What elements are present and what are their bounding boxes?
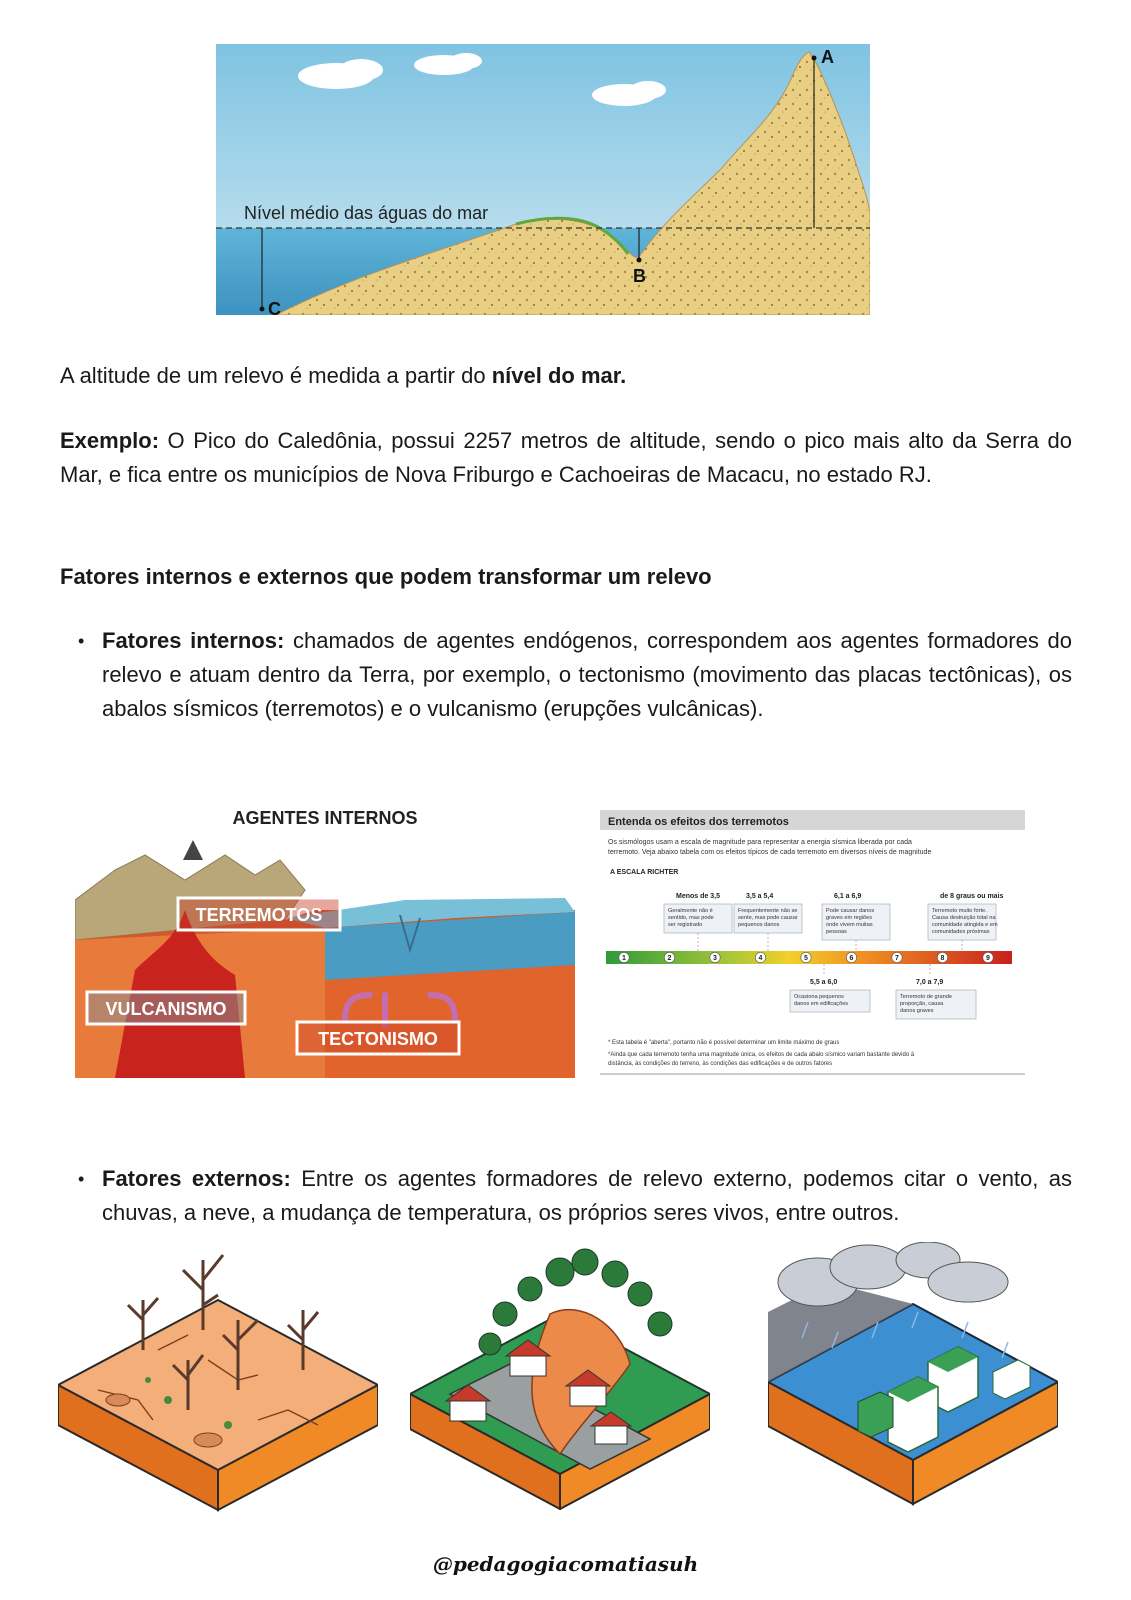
volcanism-label: VULCANISMO <box>105 999 227 1019</box>
cloud-icons <box>778 1242 1008 1306</box>
altitude-paragraph <box>60 359 1072 393</box>
richter-note-2a: *Ainda que cada terremoto tenha uma magnitude única, os efeitos de cada abalo sísmico variam bastante devido à <box>608 1052 915 1058</box>
sea-level-label: Nível médio das águas do mar <box>244 203 489 223</box>
richter-number: 6 <box>849 955 854 962</box>
richter-effect-text: sente, mas pode causar <box>738 915 798 921</box>
internal-agents-figure <box>75 800 575 1078</box>
internal-label: Fatores internos: <box>102 628 285 653</box>
richter-effect-text: ser registrado <box>668 922 703 928</box>
altitude-bold-text: nível do mar. <box>491 363 627 388</box>
richter-scale-title: A ESCALA RICHTER <box>610 869 679 876</box>
richter-scale-figure <box>600 808 1025 1078</box>
point-b-label: B <box>633 266 646 286</box>
richter-effect-text: Frequentemente não se <box>738 908 798 914</box>
list-item-internal <box>60 624 1072 726</box>
richter-range-label: 5,5 a 6,0 <box>810 979 838 986</box>
section-heading: Fatores internos e externos que podem transformar um relevo <box>60 564 712 589</box>
richter-effect-text: Ocasiona pequenos <box>794 994 844 1000</box>
point-c-label: C <box>268 299 281 315</box>
example-paragraph <box>60 424 1072 492</box>
richter-effect-text: Pode causar danos <box>826 908 875 914</box>
richter-range-label: Menos de 3,5 <box>676 893 720 900</box>
external-label: Fatores externos: <box>102 1166 291 1191</box>
richter-effect-text: pequenos danos <box>738 922 780 928</box>
point-a-label: A <box>821 47 834 67</box>
richter-effect-text: danos graves <box>900 1008 934 1014</box>
richter-number: 8 <box>940 955 945 962</box>
bullet-icon: • <box>78 1169 85 1189</box>
richter-effect-text: graves em regiões <box>826 915 873 921</box>
tectonism-label: TECTONISMO <box>318 1029 438 1049</box>
richter-number: 9 <box>986 955 990 962</box>
flood-illustration <box>768 1242 1058 1512</box>
drought-illustration <box>58 1240 378 1512</box>
richter-effect-text: danos em edificações <box>794 1001 849 1007</box>
richter-effect-text: sentido, mas pode <box>668 915 714 921</box>
richter-number: 2 <box>667 955 672 962</box>
richter-number: 3 <box>713 955 717 962</box>
richter-range-label: 7,0 a 7,9 <box>916 979 944 986</box>
richter-title: Entenda os efeitos dos terremotos <box>608 816 789 828</box>
richter-note-1: * Esta tabela é "aberta", portanto não é possível determinar um limite máximo de graus <box>608 1040 840 1046</box>
external-text: Entre os agentes formadores de relevo externo, podemos citar o vento, as chuvas, a neve, a mudança de temperatura, os próprios seres vivos, entre outros. <box>102 1166 1072 1225</box>
bullet-icon: • <box>78 631 85 651</box>
internal-text: chamados de agentes endógenos, correspondem aos agentes formadores do relevo e atuam dentro da Terra, por exemplo, o tectonismo (movimento das placas tectônicas), os abalos sísmicos (terremotos) e o vulcanismo (erupções vulcânicas). <box>102 628 1072 721</box>
richter-effect-text: onde vivem muitas <box>826 922 873 928</box>
landslide-illustration <box>410 1244 710 1510</box>
internal-agents-title: AGENTES INTERNOS <box>232 808 418 828</box>
richter-number: 7 <box>895 955 899 962</box>
richter-intro-2: terremoto. Veja abaixo tabela com os efeitos típicos de cada terremoto em diversos níveis de magnitude <box>608 849 932 856</box>
richter-range-label: de 8 graus ou mais <box>940 893 1004 900</box>
earthquakes-label: TERREMOTOS <box>195 905 323 925</box>
richter-effect-text: Terremoto de grande <box>900 994 952 1000</box>
example-text: O Pico do Caledônia, possui 2257 metros de altitude, sendo o pico mais alto da Serra do Mar, e fica entre os municípios de Nova Friburgo e Cachoeiras de Macacu, no estado RJ. <box>60 428 1072 487</box>
list-item-external <box>60 1162 1072 1230</box>
author-signature: @pedagogiacomatiasuh <box>432 1552 699 1576</box>
richter-effect-text: comunidade atingida e em <box>932 922 998 928</box>
richter-note-2b: distância, às condições do terreno, às condições das edificações e de outros fatores <box>608 1061 833 1067</box>
richter-effect-text: pessoas <box>826 929 847 935</box>
richter-number: 5 <box>804 955 808 962</box>
altitude-intro-text: A altitude de um relevo é medida a partir do <box>60 363 492 388</box>
richter-range-label: 3,5 a 5,4 <box>746 893 774 900</box>
richter-effect-text: comunidades próximas <box>932 929 990 935</box>
example-label: Exemplo: <box>60 428 160 453</box>
richter-range-label: 6,1 a 6,9 <box>834 893 862 900</box>
richter-effect-text: proporção, causa <box>900 1001 944 1007</box>
altitude-diagram <box>216 44 870 315</box>
richter-effect-text: Terremoto muito forte. <box>932 908 987 914</box>
richter-effect-text: Geralmente não é <box>668 908 713 914</box>
richter-number: 4 <box>758 955 763 962</box>
richter-number: 1 <box>622 955 626 962</box>
richter-effect-text: Causa destruição total na <box>932 915 996 921</box>
richter-intro-1: Os sismólogos usam a escala de magnitude para representar a energia sísmica liberada por cada <box>608 839 912 846</box>
